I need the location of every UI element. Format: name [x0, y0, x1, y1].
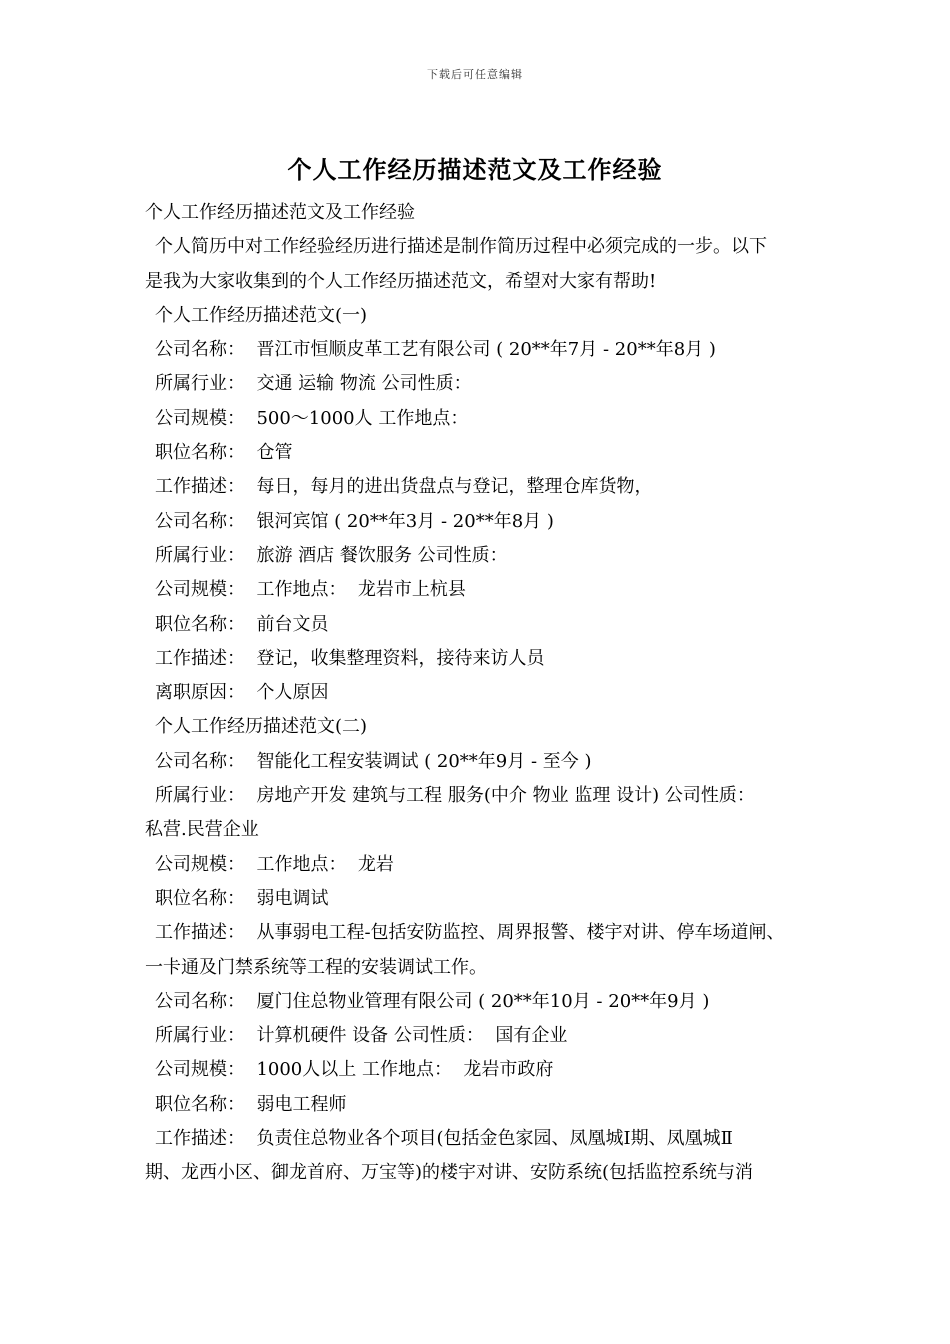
body-line: 职位名称： 弱电工程师 — [155, 1093, 347, 1115]
body-line: 私营.民营企业 — [145, 819, 259, 841]
body-line: 个人工作经历描述范文(一) — [155, 304, 368, 326]
body-line: 所属行业： 旅游 酒店 餐饮服务 公司性质： — [155, 544, 508, 566]
body-line: 公司名称： 智能化工程安装调试 ( 20**年9月 - 至今 ) — [155, 750, 592, 772]
body-line: 公司名称： 银河宾馆 ( 20**年3月 - 20**年8月 ) — [155, 510, 554, 532]
body-line: 工作描述： 登记，收集整理资料，接待来访人员 — [155, 647, 545, 669]
body-line: 公司规模： 1000人以上 工作地点： 龙岩市政府 — [155, 1059, 554, 1081]
body-line: 公司名称： 厦门住总物业管理有限公司 ( 20**年10月 - 20**年9月 ) — [155, 990, 710, 1012]
body-line: 职位名称： 前台文员 — [155, 613, 329, 635]
body-line: 个人工作经历描述范文(二) — [155, 716, 368, 738]
document-body — [145, 196, 820, 1191]
body-line: 职位名称： 弱电调试 — [155, 887, 329, 909]
body-line: 所属行业： 计算机硬件 设备 公司性质： 国有企业 — [155, 1025, 568, 1047]
body-line: 工作描述： 从事弱电工程-包括安防监控、周界报警、楼宇对讲、停车场道闸、 — [155, 922, 785, 944]
body-line: 职位名称： 仓管 — [155, 442, 293, 464]
body-line: 工作描述： 每日，每月的进出货盘点与登记，整理仓库货物， — [155, 476, 653, 498]
header-note: 下载后可任意编辑 — [427, 68, 523, 81]
body-line: 所属行业： 交通 运输 物流 公司性质： — [155, 373, 472, 395]
body-line: 公司名称： 晋江市恒顺皮革工艺有限公司 ( 20**年7月 - 20**年8月 ) — [155, 339, 716, 361]
body-line: 工作描述： 负责住总物业各个项目(包括金色家园、凤凰城Ⅰ期、凤凰城Ⅱ — [155, 1128, 733, 1150]
body-line: 公司规模： 500～1000人 工作地点： — [155, 407, 469, 429]
body-line: 所属行业： 房地产开发 建筑与工程 服务(中介 物业 监理 设计) 公司性质： — [155, 785, 755, 807]
body-line: 公司规模： 工作地点： 龙岩市上杭县 — [155, 579, 466, 601]
body-line: 个人简历中对工作经验经历进行描述是制作简历过程中必须完成的一步。以下 — [155, 236, 767, 258]
body-line: 公司规模： 工作地点： 龙岩 — [155, 853, 394, 875]
body-line: 是我为大家收集到的个人工作经历描述范文，希望对大家有帮助! — [145, 270, 657, 292]
body-line: 一卡通及门禁系统等工程的安装调试工作。 — [145, 956, 487, 978]
body-line: 个人工作经历描述范文及工作经验 — [145, 202, 415, 223]
document-title: 个人工作经历描述范文及工作经验 — [287, 155, 663, 184]
body-line: 离职原因： 个人原因 — [155, 682, 329, 704]
body-line: 期、龙西小区、御龙首府、万宝等)的楼宇对讲、安防系统(包括监控系统与消 — [145, 1162, 754, 1184]
